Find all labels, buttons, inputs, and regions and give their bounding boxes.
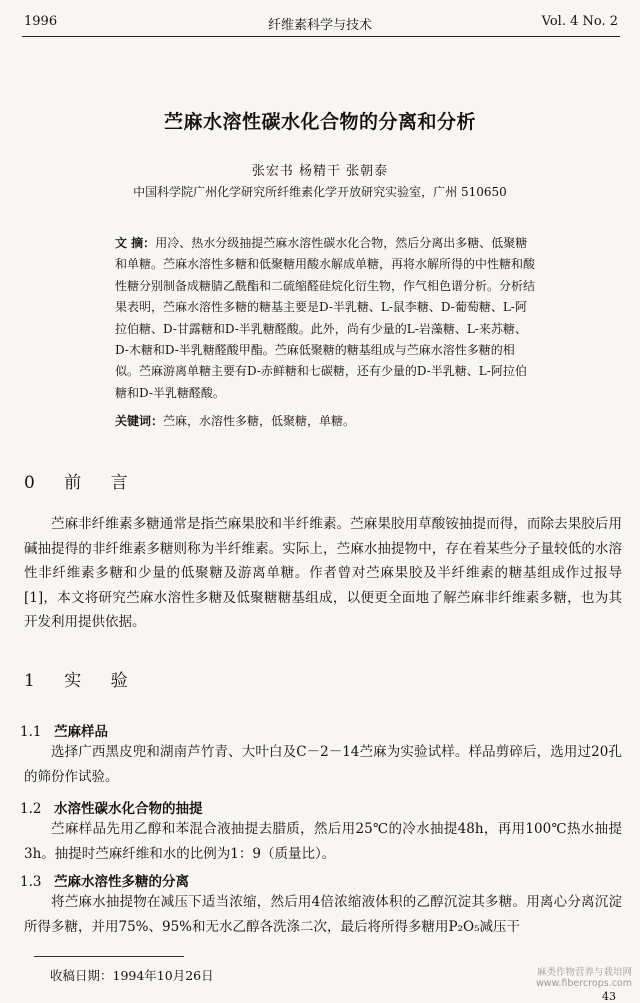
abstract-text: 用冷、热水分级抽提苎麻水溶性碳水化合物，然后分离出多糖、低聚糖和单糖。苎麻水溶性多糖和低聚糖用酸水解成单糖，再将水解所得的中性糖和酸性糖分别制备成糖腈乙酰酯和二硫缩醛硅烷化衍生物，作气相色谱分析。分析结果表明，苎麻水溶性多糖的糖基主要是D-半乳糖、L-鼠李糖、D-葡萄糖、L-阿拉伯糖、D-甘露糖和D-半乳糖醛酸。此外，尚有少量的L-岩藻糖、L-来苏糖、D-木糖和D-半乳糖醛酸甲酯。苎麻低聚糖的糖基组成与苎麻水溶性多糖的相似。苎麻游离单糖主要有D-赤鲜糖和七碳糖，还有少量的D-半乳糖、L-阿拉伯糖和D-半乳糖醛酸。	[115, 236, 536, 400]
subsection-number: 1.1	[20, 724, 42, 740]
subsection-paragraph-1-2: 苎麻样品先用乙醇和苯混合液抽提去腊质，然后用25℃的冷水抽提48h，再用100℃热水抽提3h。抽提时苎麻纤维和水的比例为1：9（质量比）。	[24, 821, 622, 862]
subsection-title: 苎麻水溶性多糖的分离	[54, 874, 189, 890]
subsection-title: 水溶性碳水化合物的抽提	[54, 801, 203, 817]
keywords-label: 关键词：	[115, 414, 164, 428]
header-year: 1996	[24, 14, 58, 29]
watermark-site-name: 麻类作物营养与栽培网	[536, 967, 632, 978]
subsection-paragraph-1-3: 将苎麻水抽提物在减压下适当浓缩，然后用4倍浓缩液体积的乙醇沉淀其多糖。用离心分离沉淀所得多糖，并用75%、95%和无水乙醇各洗涤二次，最后将所得多糖用P₂O₅减压干	[24, 894, 622, 935]
header-volume: Vol. 4 No. 2	[541, 14, 618, 29]
footnote-rule	[34, 956, 184, 957]
keywords	[115, 412, 535, 429]
affiliation: 中国科学院广州化学研究所纤维素化学开放研究实验室，广州 510650	[133, 185, 507, 199]
authors: 张宏书 杨精干 张朝泰	[251, 164, 389, 179]
abstract	[115, 233, 535, 404]
paper-title: 苎麻水溶性碳水化合物的分离和分析	[163, 111, 476, 133]
keywords-text: 苎麻，水溶性多糖，低聚糖，单糖。	[163, 414, 356, 428]
watermark-url: www.fibercrops.com	[535, 978, 632, 989]
page-number: 43	[602, 990, 616, 1003]
subsection-heading-1-1	[20, 720, 108, 740]
section-heading-intro: 0 前 言	[24, 473, 140, 493]
subsection-number: 1.2	[20, 801, 42, 817]
footnote-received-date: 收稿日期：1994年10月26日	[50, 968, 214, 983]
intro-paragraph: 苎麻非纤维素多糖通常是指苎麻果胶和半纤维素。苎麻果胶用草酸铵抽提而得，而除去果胶后用碱抽提得的非纤维素多糖则称为半纤维素。实际上，苎麻水抽提物中，存在着某些分子量较低的水溶性非纤维素多糖和少量的低聚糖及游离单糖。作者曾对苎麻果胶及半纤维素的糖基组成作过报导[1]，本文将研究苎麻水溶性多糖及低聚糖糖基组成，以便更全面地了解苎麻非纤维素多糖，也为其开发利用提供依据。	[24, 516, 622, 630]
subsection-title: 苎麻样品	[54, 724, 108, 740]
subsection-heading-1-2	[20, 797, 203, 817]
header-rule	[22, 36, 620, 37]
subsection-number: 1.3	[20, 874, 42, 890]
subsection-heading-1-3	[20, 870, 189, 890]
header-journal: 纤维素科学与技术	[267, 18, 372, 33]
abstract-label: 文 摘：	[115, 236, 156, 250]
section-heading-experiment: 1 实 验	[24, 671, 140, 691]
subsection-paragraph-1-1: 选择广西黑皮兜和湖南芦竹青、大叶白及C－2－14苎麻为实验试样。样品剪碎后，选用过20孔的筛份作试验。	[24, 744, 622, 785]
